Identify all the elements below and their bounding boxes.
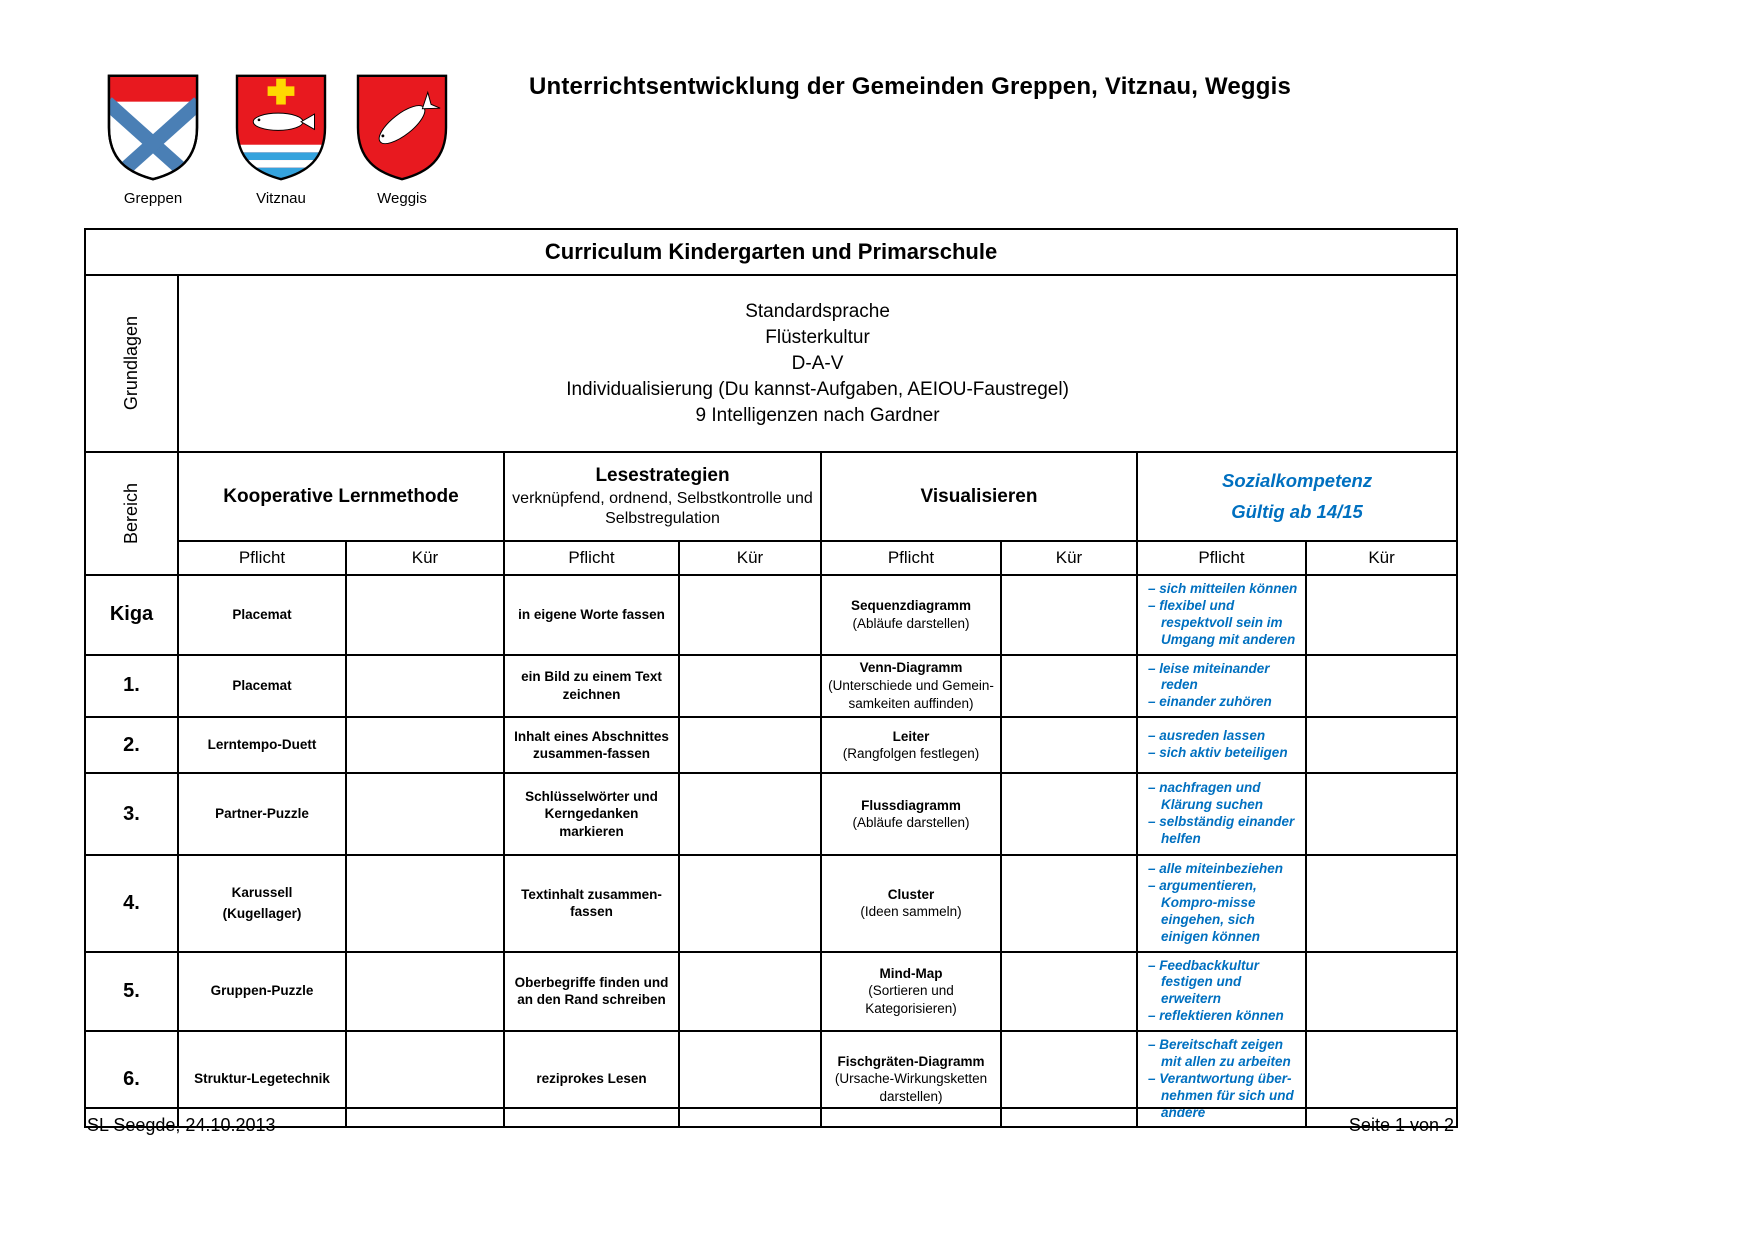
grundlagen-label: Grundlagen bbox=[121, 316, 141, 411]
cell-visualisieren-pflicht bbox=[821, 655, 1001, 718]
footer-page-number: Seite 1 von 2 bbox=[1348, 1115, 1454, 1135]
grundlagen-line: 9 Intelligenzen nach Gardner bbox=[695, 404, 940, 426]
sozial-item: – leise miteinander reden bbox=[1148, 661, 1301, 695]
vis-title: Fischgräten-Diagramm bbox=[837, 1053, 985, 1069]
vis-note: (Ideen sammeln) bbox=[860, 904, 962, 920]
curriculum-table bbox=[84, 228, 1458, 1128]
lese-text: in eigene Worte fassen bbox=[518, 606, 665, 622]
cell-sozialkompetenz-pflicht bbox=[1137, 717, 1306, 773]
cell-kooperative-pflicht bbox=[178, 773, 346, 855]
cell-kooperative-pflicht bbox=[178, 575, 346, 655]
cell-sozialkompetenz-pflicht bbox=[1137, 1031, 1306, 1127]
vitznau-label: Vitznau bbox=[256, 190, 306, 207]
cell-kooperative-kuer bbox=[346, 575, 504, 655]
vis-note: (Ursache-Wirkungsketten darstellen) bbox=[834, 1071, 988, 1104]
group-subtitle: verknüpfend, ordnend, Selbstkontrolle und Selbstregulation bbox=[512, 489, 813, 527]
cell-lesestrategien-pflicht bbox=[504, 952, 679, 1032]
grundlagen-line: D-A-V bbox=[791, 352, 844, 374]
vis-title: Leiter bbox=[892, 728, 930, 744]
row-label: 5. bbox=[85, 952, 178, 1032]
bereich-label: Bereich bbox=[121, 482, 141, 545]
cell-visualisieren-pflicht bbox=[821, 952, 1001, 1032]
group-sozialkompetenz bbox=[1137, 452, 1457, 541]
table-row bbox=[85, 1031, 1457, 1127]
vis-title: Flussdiagramm bbox=[861, 797, 961, 813]
cell-kooperative-pflicht bbox=[178, 717, 346, 773]
sozial-item: – Bereitschaft zeigen mit allen zu arbeiten bbox=[1148, 1037, 1301, 1071]
cell-kooperative-pflicht bbox=[178, 952, 346, 1032]
table-row bbox=[85, 655, 1457, 718]
cell-kooperative-kuer bbox=[346, 1031, 504, 1127]
cell-kooperative-kuer bbox=[346, 655, 504, 718]
cell-sozialkompetenz-kuer bbox=[1306, 717, 1457, 773]
vis-note: (Sortieren und Kategorisieren) bbox=[865, 983, 957, 1017]
cell-sozialkompetenz-kuer bbox=[1306, 655, 1457, 718]
cell-kooperative-pflicht bbox=[178, 655, 346, 718]
cell-kooperative-pflicht bbox=[178, 855, 346, 951]
vis-title: Mind-Map bbox=[879, 965, 943, 981]
row-label: 2. bbox=[85, 717, 178, 773]
vis-title: Venn-Diagramm bbox=[859, 660, 963, 676]
table-title: Curriculum Kindergarten und Primarschule bbox=[85, 229, 1457, 275]
koop-line: Struktur-Legetechnik bbox=[194, 1071, 330, 1087]
vis-note: (Rangfolgen festlegen) bbox=[842, 746, 980, 762]
vis-note: (Abläufe darstellen) bbox=[852, 815, 970, 831]
sozial-item: – argumentieren, Kompro-misse eingehen, sich einigen können bbox=[1148, 878, 1301, 946]
cell-sozialkompetenz-kuer bbox=[1306, 575, 1457, 655]
cell-visualisieren-pflicht bbox=[821, 1031, 1001, 1127]
sozial-item: – flexibel und respektvoll sein im Umgang mit anderen bbox=[1148, 598, 1301, 649]
cell-sozialkompetenz-pflicht bbox=[1137, 575, 1306, 655]
vis-note: (Abläufe darstellen) bbox=[852, 615, 970, 631]
lese-text: Textinhalt zusammen-fassen bbox=[521, 886, 662, 920]
weggis-label: Weggis bbox=[377, 190, 427, 207]
sozial-item: – ausreden lassen bbox=[1148, 728, 1301, 745]
cell-kooperative-pflicht bbox=[178, 1031, 346, 1127]
koop-line: Lerntempo-Duett bbox=[207, 737, 317, 753]
cell-lesestrategien-pflicht bbox=[504, 717, 679, 773]
subheader-pflicht: Pflicht bbox=[178, 541, 346, 575]
row-label: 4. bbox=[85, 855, 178, 951]
greppen-crest-image bbox=[105, 72, 201, 183]
subheader-pflicht: Pflicht bbox=[1137, 541, 1306, 575]
group-title: Visualisieren bbox=[920, 485, 1038, 507]
row-label: 3. bbox=[85, 773, 178, 855]
koop-line: Placemat bbox=[232, 678, 292, 694]
sozial-item: – sich aktiv beteiligen bbox=[1148, 745, 1301, 762]
group-lesestrategien bbox=[504, 452, 821, 541]
koop-line: Partner-Puzzle bbox=[215, 806, 309, 822]
cell-visualisieren-pflicht bbox=[821, 575, 1001, 655]
cell-lesestrategien-pflicht bbox=[504, 655, 679, 718]
cell-sozialkompetenz-pflicht bbox=[1137, 655, 1306, 718]
row-label: Kiga bbox=[85, 575, 178, 655]
cell-sozialkompetenz-pflicht bbox=[1137, 855, 1306, 951]
grundlagen-line: Flüsterkultur bbox=[765, 326, 870, 348]
vitznau-crest bbox=[231, 72, 331, 207]
cell-lesestrategien-kuer bbox=[679, 773, 821, 855]
group-title: Kooperative Lernmethode bbox=[223, 485, 459, 507]
greppen-label: Greppen bbox=[123, 190, 183, 207]
cell-visualisieren-pflicht bbox=[821, 855, 1001, 951]
vis-note: (Unterschiede und Gemein-samkeiten auffinden) bbox=[828, 678, 994, 711]
cell-sozialkompetenz-kuer bbox=[1306, 773, 1457, 855]
lese-text: reziprokes Lesen bbox=[536, 1071, 647, 1087]
vitznau-crest-image bbox=[233, 72, 329, 183]
lese-text: Schlüsselwörter und Kerngedanken markieren bbox=[525, 788, 658, 839]
grundlagen-header-cell bbox=[85, 275, 178, 452]
cell-lesestrategien-kuer bbox=[679, 717, 821, 773]
lese-text: ein Bild zu einem Text zeichnen bbox=[521, 669, 662, 702]
cell-kooperative-kuer bbox=[346, 952, 504, 1032]
cell-visualisieren-kuer bbox=[1001, 575, 1137, 655]
row-label: 1. bbox=[85, 655, 178, 718]
table-row bbox=[85, 855, 1457, 951]
cell-kooperative-kuer bbox=[346, 773, 504, 855]
bereich-header-cell bbox=[85, 452, 178, 575]
subheader-kuer: Kür bbox=[346, 541, 504, 575]
footer-author-date: SL Seegde; 24.10.2013 bbox=[87, 1115, 276, 1135]
subheader-pflicht: Pflicht bbox=[504, 541, 679, 575]
sozial-item: – sich mitteilen können bbox=[1148, 581, 1301, 598]
cell-visualisieren-kuer bbox=[1001, 773, 1137, 855]
table-row bbox=[85, 717, 1457, 773]
grundlagen-line: Standardsprache bbox=[745, 300, 890, 322]
cell-sozialkompetenz-kuer bbox=[1306, 952, 1457, 1032]
koop-line: Placemat bbox=[232, 606, 292, 622]
cell-sozialkompetenz-kuer bbox=[1306, 1031, 1457, 1127]
group-title: Lesestrategien bbox=[595, 464, 730, 486]
subheader-kuer: Kür bbox=[1001, 541, 1137, 575]
lese-text: Oberbegriffe finden und an den Rand schreiben bbox=[514, 974, 669, 1008]
cell-visualisieren-pflicht bbox=[821, 773, 1001, 855]
koop-line: Gruppen-Puzzle bbox=[210, 983, 314, 999]
sozial-item: – alle miteinbeziehen bbox=[1148, 861, 1301, 878]
cell-lesestrategien-pflicht bbox=[504, 855, 679, 951]
cell-sozialkompetenz-pflicht bbox=[1137, 952, 1306, 1032]
group-subtitle: Gültig ab 14/15 bbox=[1231, 501, 1363, 522]
subheader-pflicht: Pflicht bbox=[821, 541, 1001, 575]
sozial-item: – Verantwortung über-nehmen für sich und andere bbox=[1148, 1071, 1301, 1122]
cell-lesestrategien-kuer bbox=[679, 575, 821, 655]
cell-lesestrategien-kuer bbox=[679, 655, 821, 718]
subheader-kuer: Kür bbox=[679, 541, 821, 575]
sozial-item: – nachfragen und Klärung suchen bbox=[1148, 780, 1301, 814]
cell-sozialkompetenz-pflicht bbox=[1137, 773, 1306, 855]
cell-visualisieren-kuer bbox=[1001, 952, 1137, 1032]
sozial-item: – Feedbackkultur festigen und erweitern bbox=[1148, 958, 1301, 1009]
grundlagen-content-cell bbox=[178, 275, 1457, 452]
sozial-item: – einander zuhören bbox=[1148, 694, 1301, 711]
table-row bbox=[85, 773, 1457, 855]
table-row bbox=[85, 575, 1457, 655]
vis-title: Cluster bbox=[887, 886, 935, 902]
lese-text: Inhalt eines Abschnittes zusammen-fassen bbox=[514, 728, 669, 762]
cell-lesestrategien-pflicht bbox=[504, 575, 679, 655]
sozial-item: – selbständig einander helfen bbox=[1148, 814, 1301, 848]
cell-visualisieren-kuer bbox=[1001, 1031, 1137, 1127]
page-title: Unterrichtsentwicklung der Gemeinden Greppen, Vitznau, Weggis bbox=[528, 73, 1292, 100]
vis-title: Sequenzdiagramm bbox=[850, 598, 972, 614]
group-title: Sozialkompetenz bbox=[1222, 469, 1373, 491]
cell-lesestrategien-kuer bbox=[679, 952, 821, 1032]
cell-visualisieren-pflicht bbox=[821, 717, 1001, 773]
cell-kooperative-kuer bbox=[346, 717, 504, 773]
koop-line: Karussell bbox=[231, 885, 293, 901]
cell-lesestrategien-kuer bbox=[679, 1031, 821, 1127]
row-label: 6. bbox=[85, 1031, 178, 1127]
cell-kooperative-kuer bbox=[346, 855, 504, 951]
koop-line: (Kugellager) bbox=[222, 905, 302, 921]
greppen-crest bbox=[103, 72, 203, 207]
cell-visualisieren-kuer bbox=[1001, 717, 1137, 773]
table-row bbox=[85, 952, 1457, 1032]
cell-lesestrategien-pflicht bbox=[504, 1031, 679, 1127]
subheader-kuer: Kür bbox=[1306, 541, 1457, 575]
cell-sozialkompetenz-kuer bbox=[1306, 855, 1457, 951]
sozial-item: – reflektieren können bbox=[1148, 1008, 1301, 1025]
group-visualisieren bbox=[821, 452, 1137, 541]
cell-visualisieren-kuer bbox=[1001, 655, 1137, 718]
footer-divider bbox=[84, 1107, 1456, 1109]
cell-visualisieren-kuer bbox=[1001, 855, 1137, 951]
group-kooperative-lernmethode bbox=[178, 452, 504, 541]
cell-lesestrategien-kuer bbox=[679, 855, 821, 951]
cell-lesestrategien-pflicht bbox=[504, 773, 679, 855]
grundlagen-line: Individualisierung (Du kannst-Aufgaben, AEIOU-Faustregel) bbox=[566, 378, 1069, 400]
